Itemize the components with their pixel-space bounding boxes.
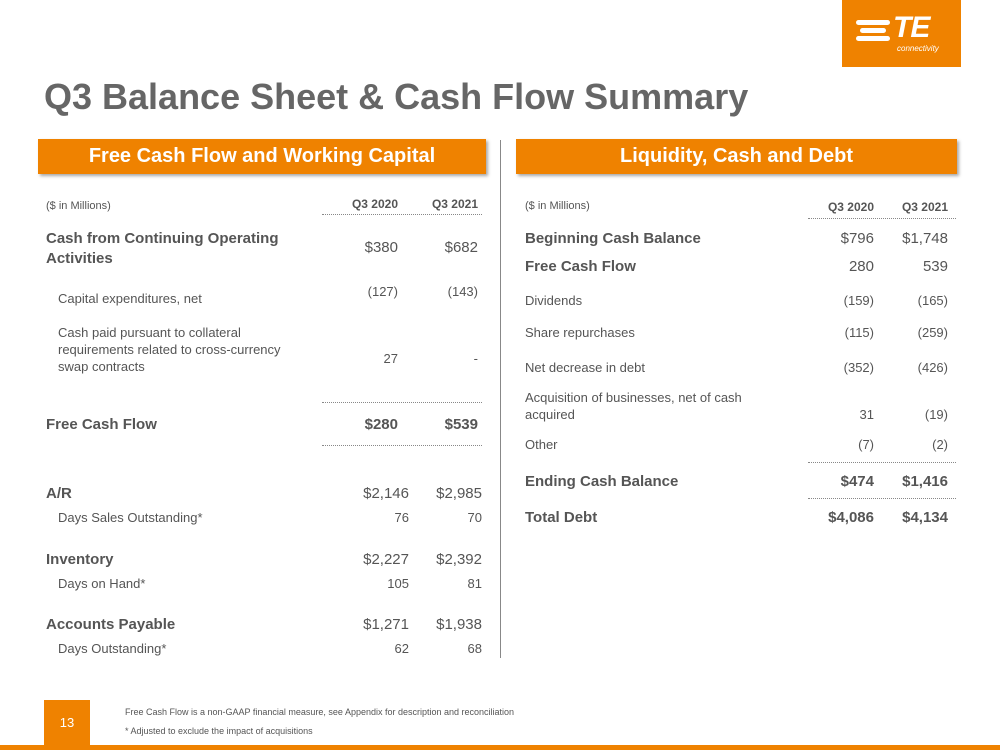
row-fcf-q3-2021: $539 [444, 416, 478, 433]
r-row-begin-cash-q3-2020: $796 [840, 230, 874, 247]
row-dpo-q3-2021: 68 [467, 641, 482, 656]
row-capex-q3-2021: (143) [447, 284, 478, 299]
r-row-repurchases-q3-2021: (259) [917, 325, 948, 340]
right-header-rule [808, 218, 956, 219]
r-row-debt-decrease-label: Net decrease in debt [525, 360, 645, 375]
row-capex-q3-2020: (127) [367, 284, 398, 299]
left-panel-header: Free Cash Flow and Working Capital [38, 139, 486, 174]
row-doh-q3-2021: 81 [467, 576, 482, 591]
r-row-dividends-label: Dividends [525, 293, 583, 308]
r-row-end-cash-label: Ending Cash Balance [525, 473, 679, 490]
right-col-q3-2021: Q3 2021 [901, 200, 948, 214]
r-row-acquisitions-q3-2021: (19) [924, 407, 948, 422]
row-doh-q3-2020: 105 [387, 576, 409, 591]
footnote-acquisitions: * Adjusted to exclude the impact of acquisitions [125, 726, 313, 736]
row-ap-label: Accounts Payable [46, 616, 176, 633]
r-row-end-cash-q3-2020: $474 [840, 473, 874, 490]
row-collateral-label-2: requirements related to cross-currency [58, 342, 281, 357]
row-ar-q3-2020: $2,146 [363, 485, 409, 502]
r-row-debt-decrease-q3-2020: (352) [843, 360, 874, 375]
row-cfo-q3-2021: $682 [444, 239, 478, 256]
row-dso-q3-2020: 76 [394, 510, 409, 525]
r-row-dividends-q3-2020: (159) [843, 293, 874, 308]
r-row-other-label: Other [525, 437, 558, 452]
r-row-other-q3-2021: (2) [932, 437, 948, 452]
r-row-dividends-q3-2021: (165) [917, 293, 948, 308]
row-collateral-label-3: swap contracts [58, 359, 145, 374]
r-row-total-debt-q3-2021: $4,134 [902, 509, 948, 526]
r-row-acquisitions-q3-2020: 31 [859, 407, 874, 422]
r-row-repurchases-label: Share repurchases [525, 325, 635, 340]
left-col-q3-2021: Q3 2021 [431, 197, 478, 211]
row-collateral-label: Cash paid pursuant to collateral [58, 325, 241, 340]
row-cfo-q3-2020: $380 [364, 239, 398, 256]
row-ar-q3-2021: $2,985 [436, 485, 482, 502]
r-row-total-debt-label: Total Debt [525, 509, 598, 526]
ending-cash-top-rule [808, 462, 956, 463]
logo-brand: TE [893, 11, 930, 44]
r-row-debt-decrease-q3-2021: (426) [917, 360, 948, 375]
left-col-q3-2020: Q3 2020 [351, 197, 398, 211]
row-capex-label: Capital expenditures, net [58, 291, 202, 306]
r-row-begin-cash-q3-2021: $1,748 [902, 230, 948, 247]
row-fcf-q3-2020: $280 [364, 416, 398, 433]
left-units: ($ in Millions) [46, 200, 111, 212]
row-dso-q3-2021: 70 [467, 510, 482, 525]
r-row-acquisitions-label: Acquisition of businesses, net of cash [525, 390, 742, 405]
row-dso-label: Days Sales Outstanding* [58, 510, 203, 525]
r-row-fcf-label: Free Cash Flow [525, 258, 636, 275]
row-dpo-q3-2020: 62 [394, 641, 409, 656]
row-inventory-label: Inventory [46, 551, 114, 568]
ending-cash-bottom-rule [808, 498, 956, 499]
left-header-rule [322, 214, 482, 215]
right-col-q3-2020: Q3 2020 [827, 200, 874, 214]
r-row-begin-cash-label: Beginning Cash Balance [525, 230, 701, 247]
r-row-end-cash-q3-2021: $1,416 [902, 473, 948, 490]
r-row-other-q3-2020: (7) [858, 437, 874, 452]
fcf-top-rule [322, 402, 482, 403]
r-row-fcf-q3-2021: 539 [922, 258, 948, 275]
row-collateral-q3-2021: - [473, 351, 478, 366]
r-row-repurchases-q3-2020: (115) [844, 325, 874, 340]
row-ar-label: A/R [46, 485, 72, 502]
row-ap-q3-2021: $1,938 [436, 616, 482, 633]
logo-tagline: connectivity [897, 44, 939, 53]
row-inventory-q3-2020: $2,227 [363, 551, 409, 568]
row-doh-label: Days on Hand* [58, 576, 146, 591]
row-dpo-label: Days Outstanding* [58, 641, 167, 656]
bottom-accent-bar [0, 745, 1000, 750]
page-number: 13 [44, 700, 90, 746]
row-inventory-q3-2021: $2,392 [436, 551, 482, 568]
r-row-fcf-q3-2020: 280 [848, 258, 874, 275]
logo-stripes-icon [856, 20, 890, 44]
panel-divider [500, 140, 501, 658]
fcf-bottom-rule [322, 445, 482, 446]
row-cfo-label-2: Activities [46, 250, 113, 267]
row-cfo-label: Cash from Continuing Operating [46, 230, 279, 247]
footnote-non-gaap: Free Cash Flow is a non-GAAP financial measure, see Appendix for description and reconciliation [125, 707, 515, 717]
right-units: ($ in Millions) [525, 200, 590, 212]
r-row-acquisitions-label-2: acquired [525, 407, 575, 422]
row-fcf-label: Free Cash Flow [46, 416, 157, 433]
r-row-total-debt-q3-2020: $4,086 [828, 509, 874, 526]
te-logo [842, 0, 961, 67]
right-panel-header: Liquidity, Cash and Debt [516, 139, 957, 174]
row-ap-q3-2020: $1,271 [363, 616, 409, 633]
row-collateral-q3-2020: 27 [383, 351, 398, 366]
page-title: Q3 Balance Sheet & Cash Flow Summary [44, 76, 749, 117]
